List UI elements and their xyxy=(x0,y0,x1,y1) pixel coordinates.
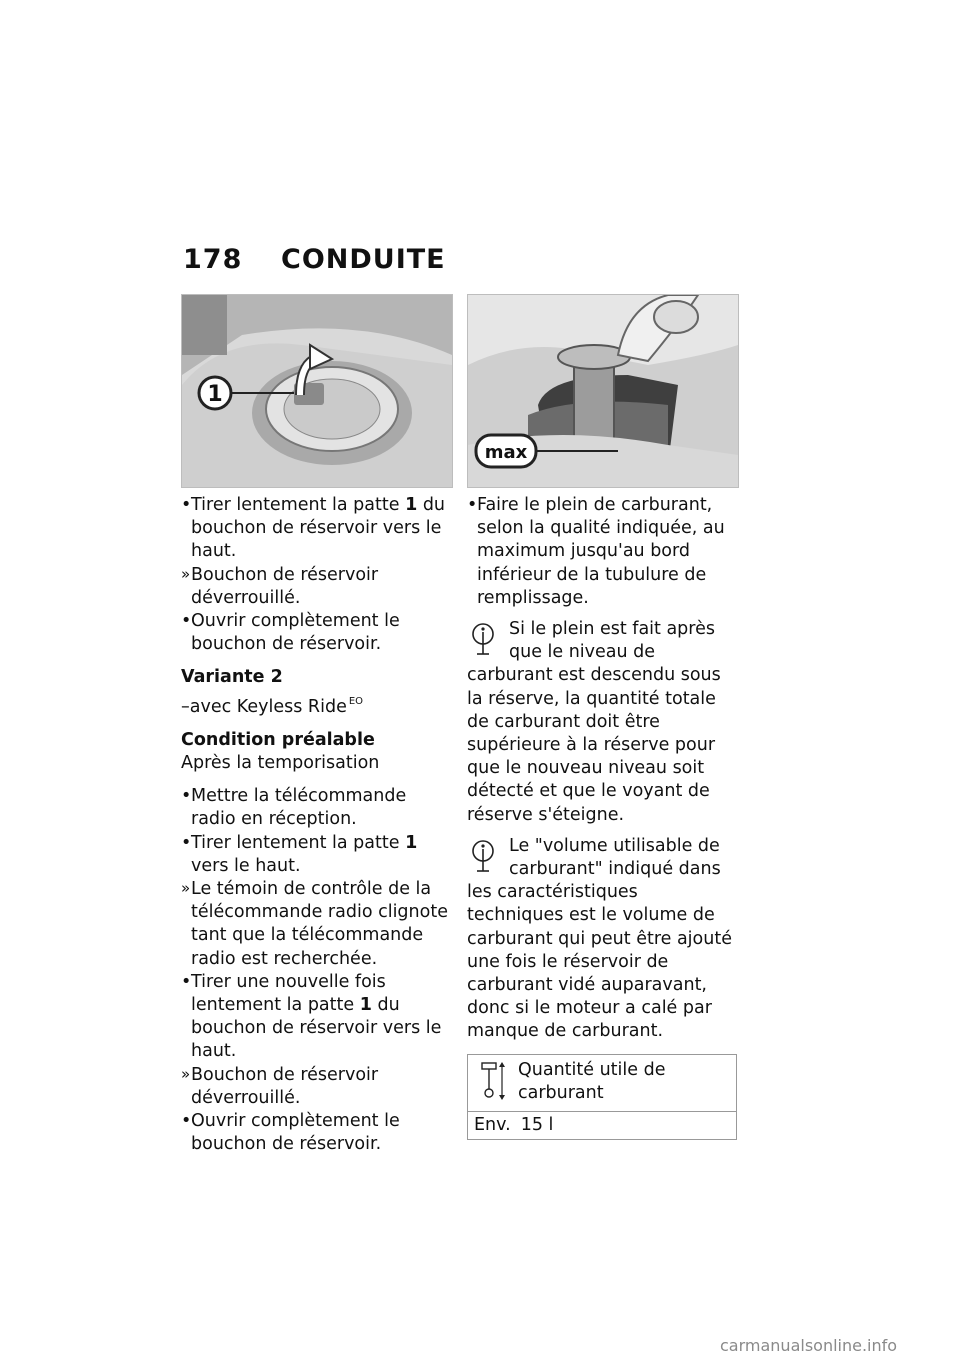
spec-row-label xyxy=(468,1055,736,1112)
fuel-volume-icon xyxy=(474,1059,512,1103)
spec-label: Quantité utile de carburant xyxy=(518,1059,666,1103)
list-item: • Mettre la télécommande radio en réception. xyxy=(181,785,451,831)
result-item: » Bouchon de réservoir déverrouillé. xyxy=(181,1064,451,1110)
right-column xyxy=(467,294,737,1140)
spec-value: 15 l xyxy=(520,1115,554,1136)
variant-tag: EO xyxy=(348,695,364,707)
info-icon xyxy=(467,837,503,881)
figure-callout-1: 1 xyxy=(207,382,223,407)
result-item: » Bouchon de réservoir déverrouillé. xyxy=(181,564,451,610)
filler-neck-figure xyxy=(467,294,739,488)
left-column xyxy=(181,294,451,1156)
figure-max-label: max xyxy=(484,442,528,463)
tank-cap-illustration xyxy=(182,295,452,487)
tank-cap-figure xyxy=(181,294,453,488)
info-icon xyxy=(467,620,503,664)
watermark: carmanualsonline.info xyxy=(720,1336,898,1355)
variant-title: Variante 2 xyxy=(181,667,283,688)
spec-row-value xyxy=(468,1112,736,1139)
steps-list-right xyxy=(467,494,737,610)
callout-ref: 1 xyxy=(405,495,418,515)
filler-neck-illustration xyxy=(468,295,738,487)
list-item: • Ouvrir complètement le bouchon de réservoir. xyxy=(181,610,451,656)
list-item: • Tirer lentement la patte 1 vers le haut. xyxy=(181,832,451,878)
list-item: • Faire le plein de carburant, selon la qualité indiquée, au maximum jusqu'au bord inférieur de la tubulure de remplissage. xyxy=(467,494,737,610)
callout-ref: 1 xyxy=(405,832,418,853)
spec-table xyxy=(467,1054,737,1141)
callout-ref: 1 xyxy=(359,995,372,1016)
page-number: 178 xyxy=(183,244,243,275)
result-item: » Le témoin de contrôle de la télécommande radio clignote tant que la télécommande radio est recherchée. xyxy=(181,878,451,971)
spec-key: Env. xyxy=(474,1115,511,1136)
info-note-1 xyxy=(467,618,737,827)
condition-title: Condition préalable xyxy=(181,729,375,750)
info-note-text-1: Si le plein est fait après que le niveau de carburant est descendu sous la réserve, la quantité totale de carburant doit être supérieure à la réserve pour que le nouveau niveau soit détecté et que le voyant de réserve s'éteigne. xyxy=(467,619,721,825)
info-note-2 xyxy=(467,835,737,1044)
chapter-title: CONDUITE xyxy=(281,244,446,275)
condition-text: Après la temporisation xyxy=(181,753,380,774)
steps-list-b xyxy=(181,785,451,1156)
list-item: • Tirer lentement la patte 1 du bouchon de réservoir vers le haut. xyxy=(181,494,451,564)
page-header xyxy=(183,244,446,275)
info-note-text-2: Le "volume utilisable de carburant" indiqué dans les caractéristiques techniques est le volume de carburant qui peut être ajouté une fois le réservoir de carburant vidé auparavant, donc si le moteur a calé par manque de carburant. xyxy=(467,835,732,1042)
list-item: • Tirer une nouvelle fois lentement la patte 1 du bouchon de réservoir vers le haut. xyxy=(181,971,451,1064)
steps-list-a xyxy=(181,494,451,656)
list-item: • Ouvrir complètement le bouchon de réservoir. xyxy=(181,1110,451,1156)
variant-text: –avec Keyless Ride $^{EO}$ xyxy=(181,695,364,717)
